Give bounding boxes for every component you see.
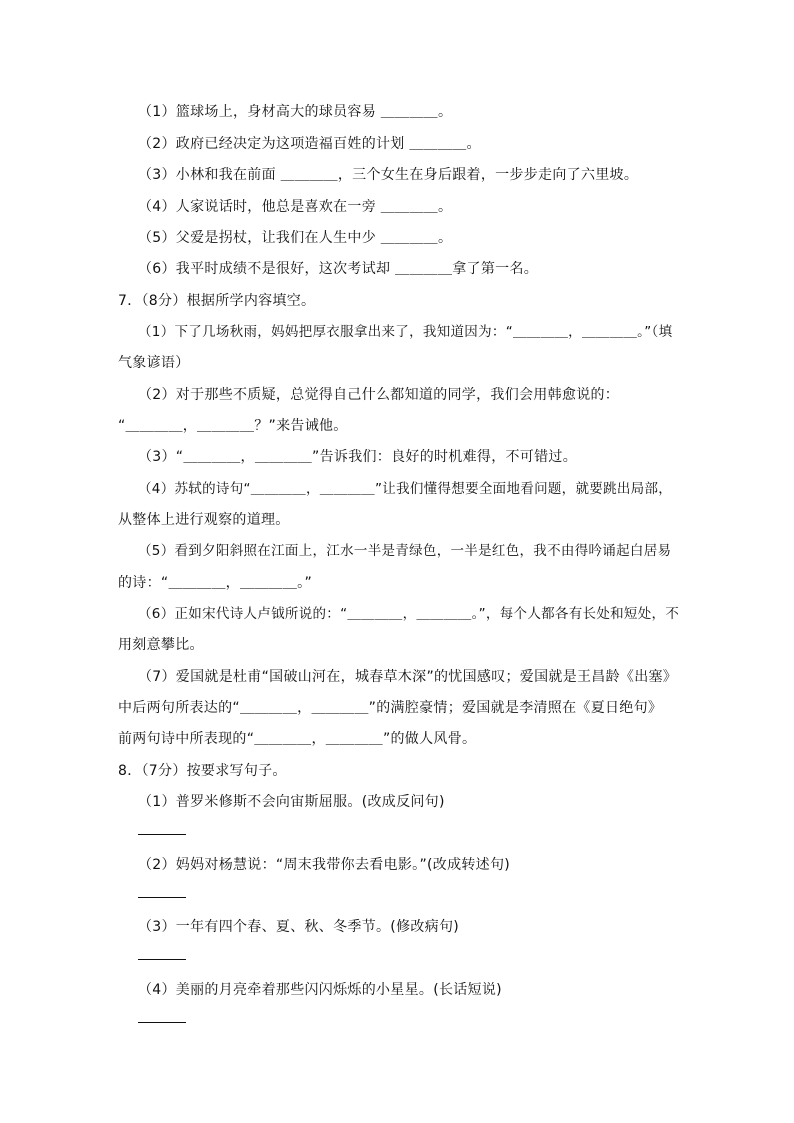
answer-blank[interactable]: [138, 959, 186, 960]
q7-heading: 7．（8分）根据所学内容填空。: [118, 293, 316, 309]
q7-line-10: （6）正如宋代诗人卢钺所说的：“＿＿＿＿，＿＿＿＿。”，每个人都各有长处和短处，不: [138, 606, 680, 622]
q6-item-5: （5）父爱是拐杖，让我们在人生中少 ＿＿＿＿。: [138, 230, 453, 246]
q7-line-6: （4）苏轼的诗句“＿＿＿＿，＿＿＿＿”让我们懂得想要全面地看问题，就要跳出局部，: [138, 481, 673, 497]
q8-item-1: （1）普罗米修斯不会向宙斯屈服。(改成反问句): [138, 794, 445, 810]
q7-line-12: （7）爱国就是杜甫“国破山河在，城春草木深”的忧国感叹；爱国就是王昌龄《出塞》: [138, 669, 678, 685]
q7-line-8: （5）看到夕阳斜照在江面上，江水一半是青绿色，一半是红色，我不由得吟诵起白居易: [138, 543, 672, 559]
q6-item-6: （6）我平时成绩不是很好，这次考试却 ＿＿＿＿拿了第一名。: [138, 261, 539, 277]
q7-line-5: （3）“＿＿＿＿，＿＿＿＿”告诉我们：良好的时机难得，不可错过。: [138, 449, 578, 465]
q7-line-2: 气象谚语）: [118, 355, 190, 371]
q6-item-2: （2）政府已经决定为这项造福百姓的计划 ＿＿＿＿。: [138, 136, 481, 152]
answer-blank[interactable]: [138, 1022, 186, 1023]
q6-item-3: （3）小林和我在前面 ＿＿＿＿，三个女生在身后跟着，一步步走向了六里坡。: [138, 167, 639, 183]
q7-line-13: 中后两句所表达的“＿＿＿＿，＿＿＿＿”的满腔豪情；爱国就是李清照在《夏日绝句》: [118, 700, 663, 716]
q6-item-4: （4）人家说话时，他总是喜欢在一旁 ＿＿＿＿。: [138, 199, 453, 215]
q8-item-4: （4）美丽的月亮牵着那些闪闪烁烁的小星星。(长话短说): [138, 982, 502, 998]
q7-line-9: 的诗：“＿＿＿＿，＿＿＿＿。”: [118, 575, 313, 591]
q7-line-1: （1）下了几场秋雨，妈妈把厚衣服拿出来了，我知道因为：“＿＿＿＿，＿＿＿＿。”（填: [138, 324, 673, 340]
q7-line-3: （2）对于那些不质疑，总觉得自己什么都知道的同学，我们会用韩愈说的：: [138, 387, 620, 403]
answer-blank[interactable]: [138, 834, 186, 835]
q6-item-1: （1）篮球场上，身材高大的球员容易 ＿＿＿＿。: [138, 104, 453, 120]
q7-line-14: 前两句诗中所表现的“＿＿＿＿，＿＿＿＿”的做人风骨。: [118, 731, 477, 747]
q7-line-11: 用刻意攀比。: [118, 637, 204, 653]
q7-line-7: 从整体上进行观察的道理。: [118, 512, 290, 528]
q8-item-3: （3）一年有四个春、夏、秋、冬季节。(修改病句): [138, 919, 460, 935]
answer-blank[interactable]: [138, 897, 186, 898]
q8-item-2: （2）妈妈对杨慧说：“周末我带你去看电影。”(改成转述句): [138, 857, 511, 873]
q8-heading: 8．（7分）按要求写句子。: [118, 763, 287, 779]
q7-line-4: “＿＿＿＿，＿＿＿＿？”来告诫他。: [118, 418, 348, 434]
